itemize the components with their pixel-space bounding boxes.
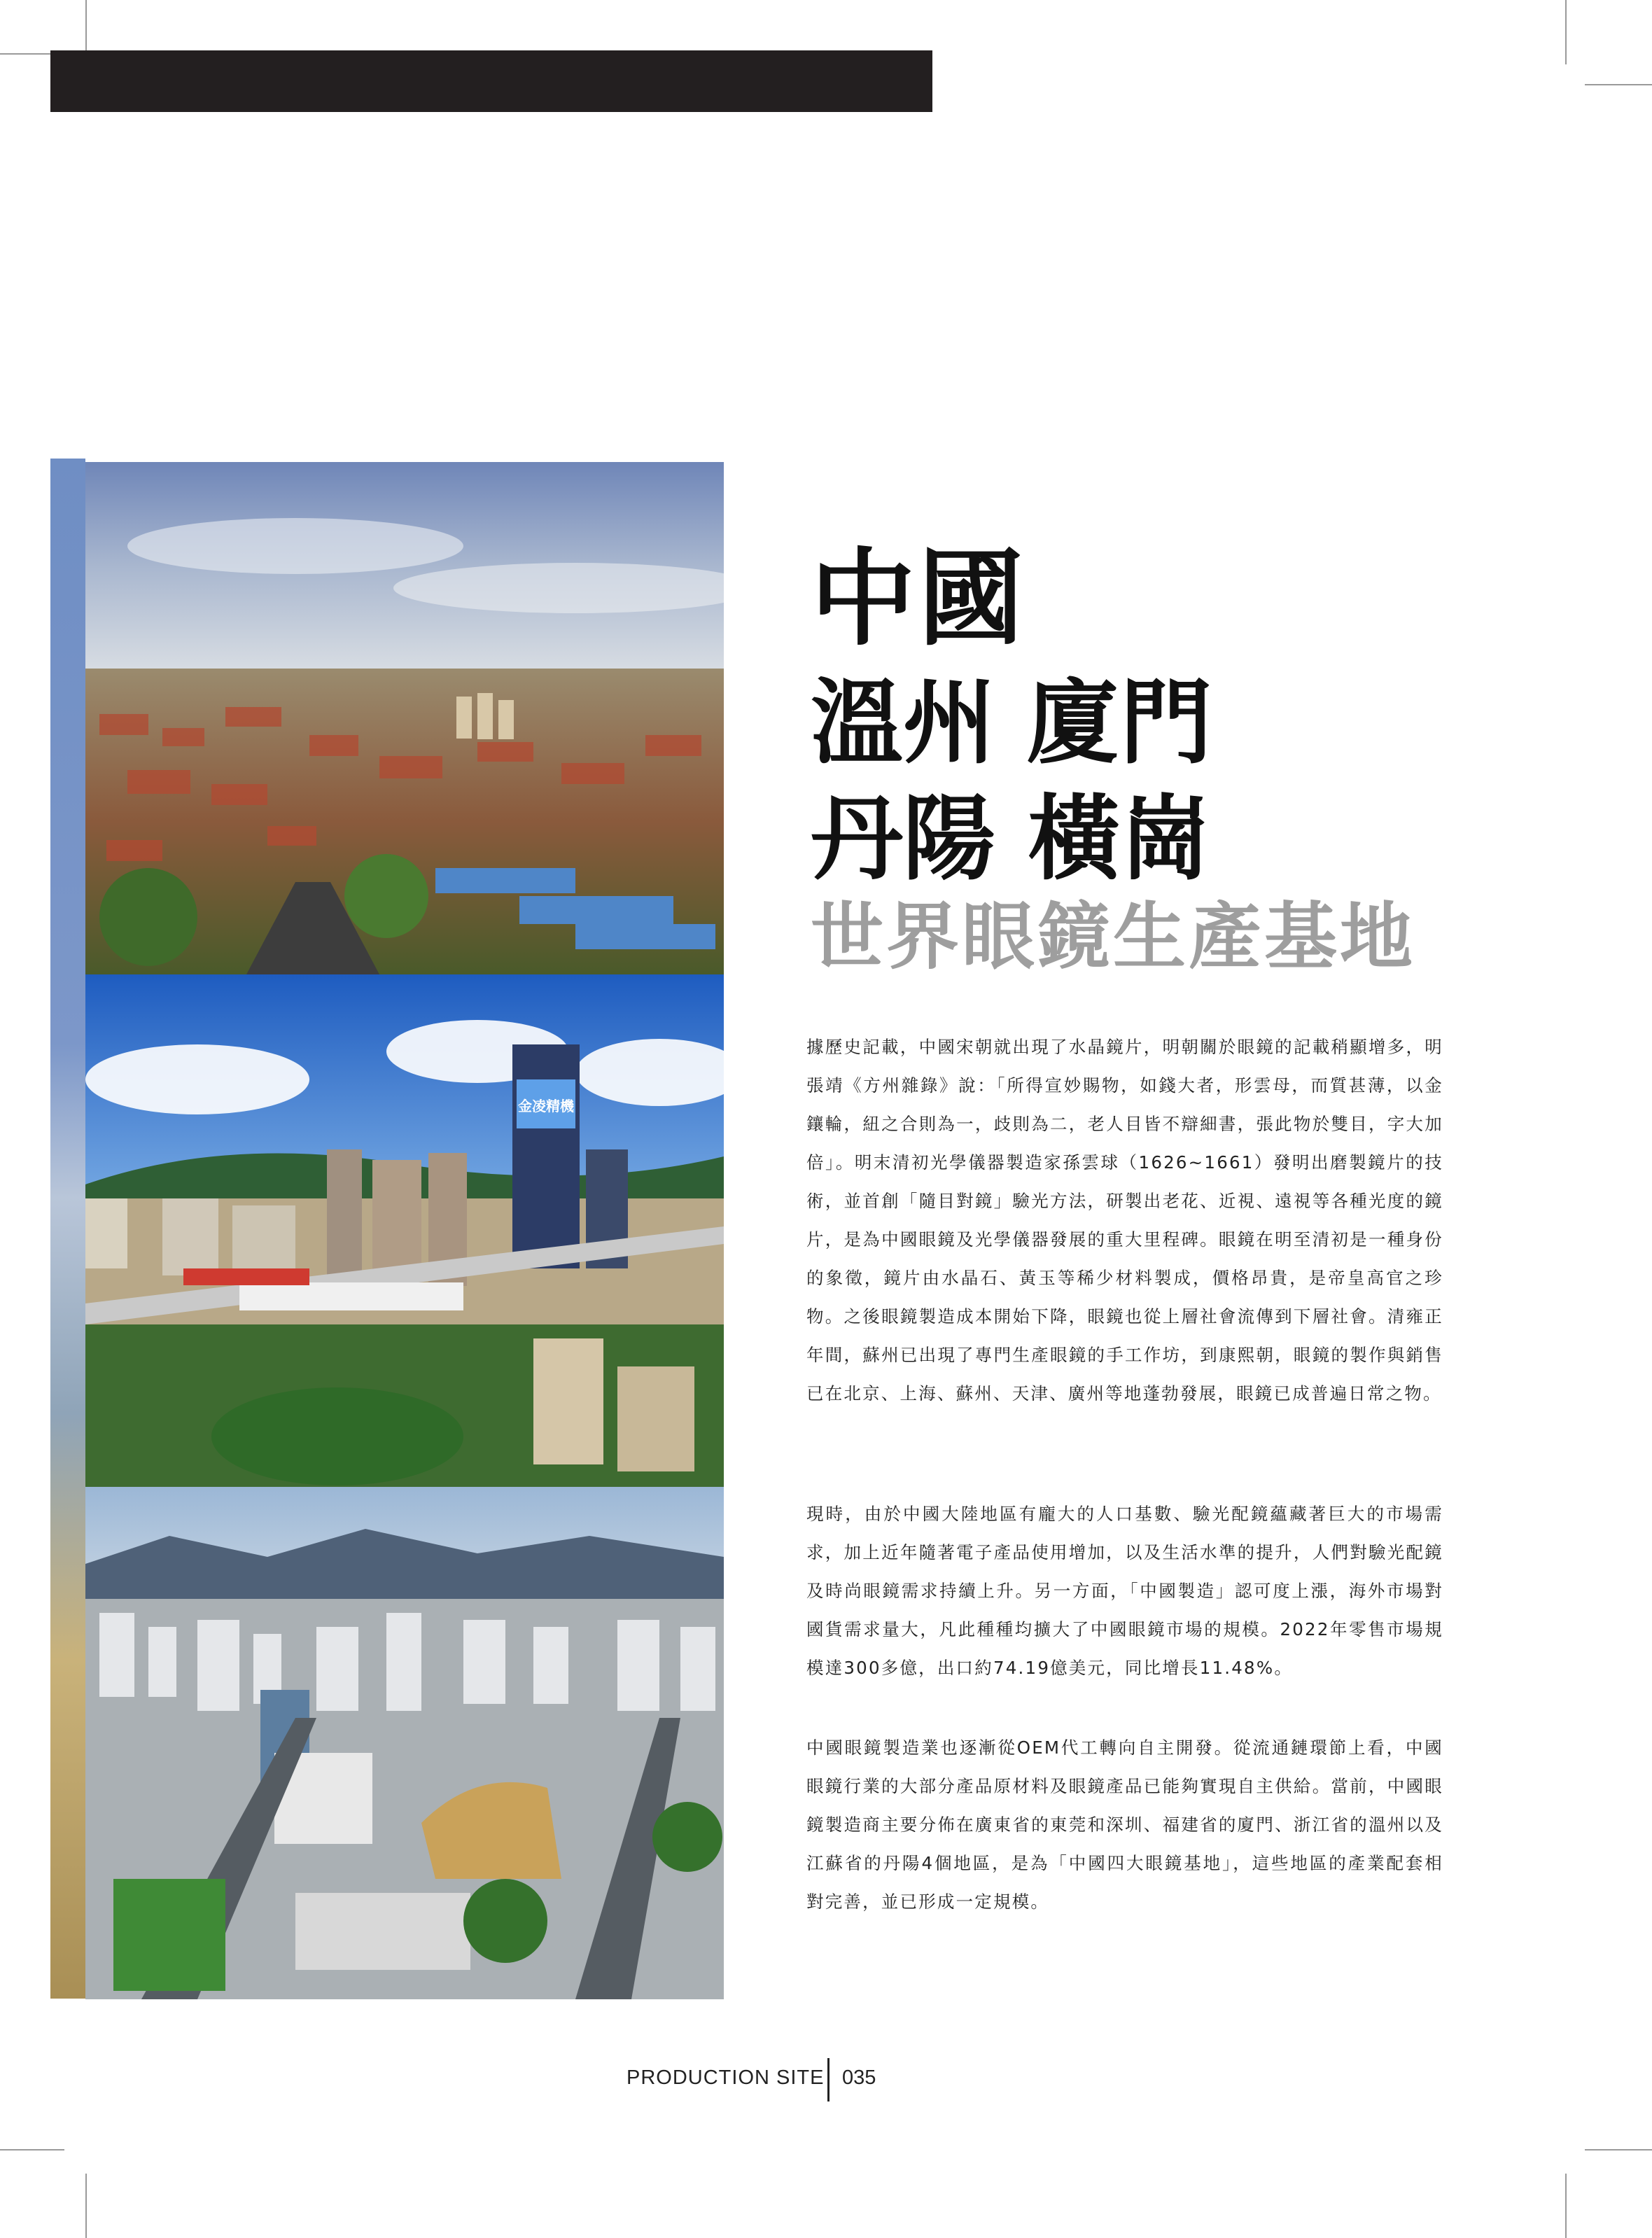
header-bar bbox=[50, 50, 932, 112]
title-china: 中國 bbox=[811, 537, 1027, 660]
building-sign: 金凌精機 bbox=[518, 1098, 574, 1114]
page-number: 035 bbox=[842, 2066, 876, 2089]
paragraph-history: 據歷史記載，中國宋朝就出現了水晶鏡片，明朝關於眼鏡的記載稍顯增多，明張靖《方州雜錄》說：「所得宣妙賜物，如錢大者，形雲母，而質甚薄，以金鑲輪，紐之合則為一，歧則為二，老人目皆不辯細書，張此物於雙目，字大加倍」。明末清初光學儀器製造家孫雲球（1626~1661）發明出磨製鏡片的技術，並首創「隨目對鏡」驗光方法，研製出老花、近視、遠視等各種光度的鏡片，是為中國眼鏡及光學儀器發展的重大里程碑。眼鏡在明至清初是一種身份的象徵，鏡片由水晶石、黃玉等稀少材料製成，價格昂貴，是帝皇高官之珍物。之後眼鏡製造成本開始下降，眼鏡也從上層社會流傳到下層社會。清雍正年間，蘇州已出現了專門生產眼鏡的手工作坊，到康熙朝，眼鏡的製作與銷售已在北京、上海、蘇州、天津、廣州等地蓬勃發展，眼鏡已成普遍日常之物。 bbox=[806, 1037, 1443, 1404]
crop-mark bbox=[0, 53, 52, 55]
paragraph-market: 現時，由於中國大陸地區有龐大的人口基數、驗光配鏡蘊藏著巨大的市場需求，加上近年隨著電子產品使用增加，以及生活水準的提升，人們對驗光配鏡及時尚眼鏡需求持續上升。另一方面，「中國製造」認可度上漲，海外市場對國貨需求量大，凡此種種均擴大了中國眼鏡市場的規模。2022年零售市場規模達300多億，出口約74.19億美元，同比增長11.48%。 bbox=[806, 1504, 1443, 1678]
title-danyang-henggang: 丹陽 橫崗 bbox=[811, 785, 1212, 893]
crop-mark bbox=[85, 2174, 87, 2238]
photo-edge-strip bbox=[50, 459, 85, 1999]
title-wenzhou-xiamen: 溫州 廈門 bbox=[811, 669, 1212, 777]
crop-mark bbox=[1565, 0, 1567, 64]
footer-divider bbox=[827, 2058, 830, 2101]
crop-mark bbox=[1585, 2149, 1652, 2150]
city-aerial-photo bbox=[85, 1487, 724, 1999]
city-skyline-photo bbox=[85, 974, 724, 1487]
paragraph-manufacturing: 中國眼鏡製造業也逐漸從OEM代工轉向自主開發。從流通鏈環節上看，中國眼鏡行業的大部分產品原材料及眼鏡產品已能夠實現自主供給。當前，中國眼鏡製造商主要分佈在廣東省的東莞和深圳、福建省的廈門、浙江省的溫州以及江蘇省的丹陽4個地區，是為「中國四大眼鏡基地」，這些地區的產業配套相對完善，並已形成一定規模。 bbox=[806, 1737, 1443, 1912]
aerial-town-photo bbox=[85, 462, 724, 974]
footer-section-label: PRODUCTION SITE bbox=[626, 2066, 825, 2089]
crop-mark bbox=[0, 2149, 64, 2150]
crop-mark bbox=[1585, 84, 1652, 85]
subtitle-eyewear-base: 世界眼鏡生產基地 bbox=[811, 893, 1416, 979]
crop-mark bbox=[1565, 2174, 1567, 2238]
